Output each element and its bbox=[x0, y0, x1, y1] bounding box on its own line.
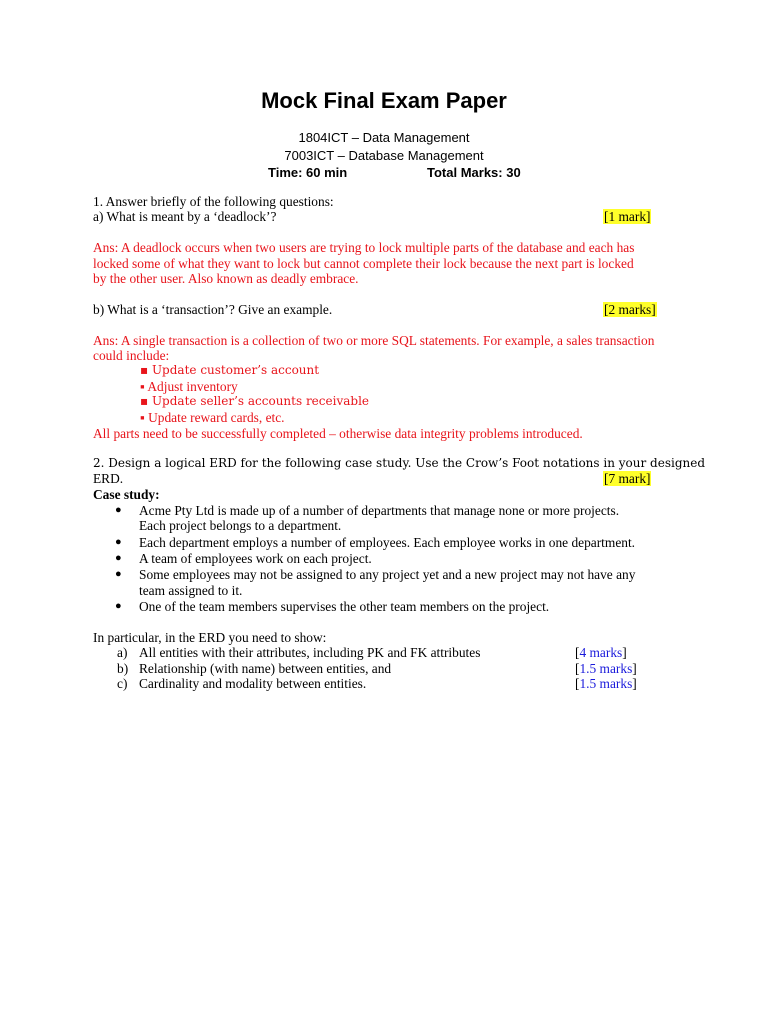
q2-intro-line-2: ERD. bbox=[93, 471, 124, 486]
case-item-4-line-1: Some employees may not be assigned to any project yet and a new project may not have any bbox=[139, 567, 636, 582]
q1a-answer-line-3: by the other user. Also known as deadly embrace. bbox=[93, 271, 359, 286]
list-bullet: ● bbox=[115, 600, 122, 612]
q1b-answer-line-2: could include: bbox=[93, 348, 170, 363]
case-item-1-line-1: Acme Pty Ltd is made up of a number of departments that manage none or more projects. bbox=[139, 503, 620, 518]
q1b-item-2: ▪ Adjust inventory bbox=[140, 379, 238, 394]
case-item-2: Each department employs a number of employees. Each employee works in one department. bbox=[139, 535, 636, 550]
q1b-question: b) What is a ‘transaction’? Give an example. bbox=[93, 302, 333, 317]
page-title: Mock Final Exam Paper bbox=[261, 88, 507, 113]
q1b-answer-line-1: Ans: A single transaction is a collection of two or more SQL statements. For example, a sales transaction bbox=[93, 333, 655, 348]
part-c-marks: [1.5 marks] bbox=[575, 676, 637, 691]
q1b-item-3: ▪ Update seller’s accounts receivable bbox=[140, 394, 370, 408]
q1a-question: a) What is meant by a ‘deadlock’? bbox=[93, 209, 277, 224]
list-bullet: ● bbox=[115, 504, 122, 516]
q1b-conclusion: All parts need to be successfully completed – otherwise data integrity problems introduced. bbox=[93, 426, 583, 441]
course-line-1: 1804ICT – Data Management bbox=[298, 130, 470, 145]
part-b-marks: [1.5 marks] bbox=[575, 661, 637, 676]
part-a-marks: [4 marks] bbox=[575, 645, 627, 660]
case-study-heading: Case study: bbox=[93, 487, 160, 502]
list-bullet: ● bbox=[115, 536, 122, 548]
case-item-3: A team of employees work on each project. bbox=[139, 551, 372, 566]
part-a-label: a) bbox=[117, 645, 128, 660]
particular-intro: In particular, in the ERD you need to show: bbox=[93, 630, 327, 645]
part-b-label: b) bbox=[117, 661, 129, 676]
q1a-answer-line-1: Ans: A deadlock occurs when two users are trying to lock multiple parts of the database and each has bbox=[93, 240, 635, 255]
case-item-1-line-2: Each project belongs to a department. bbox=[139, 518, 342, 533]
list-bullet: ● bbox=[115, 552, 122, 564]
q2-intro-line-1: 2. Design a logical ERD for the following case study. Use the Crow’s Foot notations in your designed bbox=[93, 456, 706, 470]
list-bullet: ● bbox=[115, 568, 122, 580]
q2-marks: [7 mark] bbox=[604, 471, 651, 486]
q1-intro: 1. Answer briefly of the following questions: bbox=[93, 194, 334, 209]
case-item-5: One of the team members supervises the other team members on the project. bbox=[139, 599, 550, 614]
part-a-text: All entities with their attributes, including PK and FK attributes bbox=[139, 645, 481, 660]
part-c-label: c) bbox=[117, 676, 128, 691]
case-item-4-line-2: team assigned to it. bbox=[139, 583, 243, 598]
course-line-2: 7003ICT – Database Management bbox=[284, 148, 484, 163]
q1a-marks: [1 mark] bbox=[604, 209, 651, 224]
exam-time: Time: 60 min bbox=[268, 165, 348, 180]
q1a-answer-line-2: locked some of what they want to lock but cannot complete their lock because the next part is locked bbox=[93, 256, 634, 271]
case-study-list bbox=[0, 503, 768, 623]
exam-total-marks: Total Marks: 30 bbox=[427, 165, 521, 180]
part-b-text: Relationship (with name) between entities, and bbox=[139, 661, 392, 676]
q1b-marks: [2 marks] bbox=[604, 302, 656, 317]
q1b-item-1: ▪ Update customer’s account bbox=[140, 363, 320, 377]
part-c-text: Cardinality and modality between entities. bbox=[139, 676, 367, 691]
q1b-item-4: ▪ Update reward cards, etc. bbox=[140, 410, 285, 425]
